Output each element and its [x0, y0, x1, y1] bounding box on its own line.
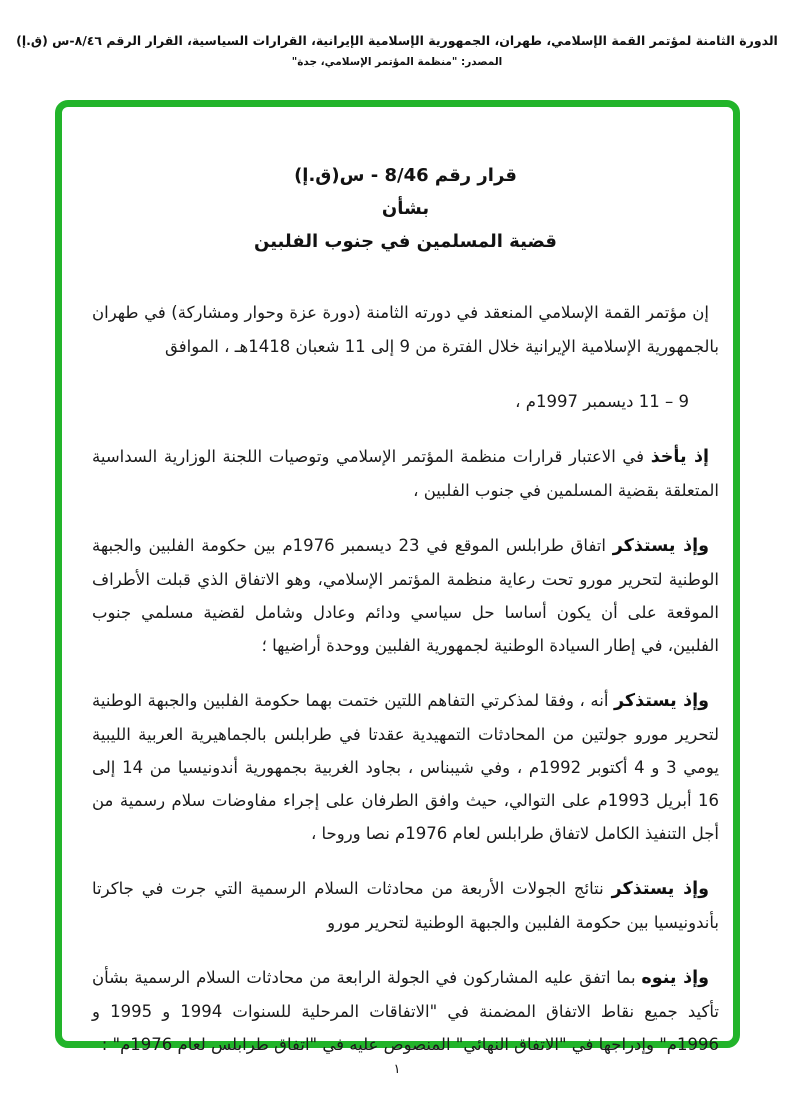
clause-paragraph: [92, 440, 719, 507]
paragraph-text: أنه ، وفقا لمذكرتي التفاهم اللتين ختمت بهما حكومة الفلبين والجبهة الوطنية لتحرير مورو جولتين من المحادثات التمهيدية عقدتا في طرابلس بالجماهيرية العربية الليبية يومي 3 و 4 أكتوبر 1992م ، وفي شيبناس ، بجاود الغربية بجمهورية أندونيسيا من 14 إلى 16 أبريل 1993م على التوالي، حيث وافق الطرفان على إجراء مفاوضات سلام رسمية من أجل التنفيذ الكامل لاتفاق طرابلس لعام 1976م نصا وروحا ،: [92, 691, 720, 843]
document-body: [62, 107, 733, 1054]
paragraph-text: بما اتفق عليه المشاركون في الجولة الرابعة من محادثات السلام الرسمية بشأن تأكيد جميع نقاط الاتفاق المضمنة في "الاتفاقات المرحلية للسنوات 1994 و 1995 و 1996م" وإدراجها في "الاتفاق النهائي" المنصوص عليه في "اتفاق طرابلس لعام 1976م" :: [92, 968, 719, 1054]
lead-phrase: وإذ ينوه: [641, 968, 709, 988]
clause-paragraph: [92, 872, 719, 939]
clause-paragraph: [92, 684, 719, 850]
page-number: ١: [393, 1062, 401, 1077]
lead-phrase: إذ يأخذ: [650, 447, 709, 467]
document-header: [0, 33, 794, 68]
title-resolution-number: قرار رقم 8/46 - س(ق.إ): [294, 165, 517, 186]
paragraph-text: إن مؤتمر القمة الإسلامي المنعقد في دورته الثامنة (دورة عزة وحوار ومشاركة) في طهران بالجمهورية الإسلامية الإيرانية خلال الفترة من 9 إلى 11 شعبان 1418هـ ، الموافق: [92, 303, 719, 356]
clause-paragraph: [92, 961, 719, 1061]
paragraph-text: اتفاق طرابلس الموقع في 23 ديسمبر 1976م بين حكومة الفلبين والجبهة الوطنية لتحرير مورو تحت رعاية منظمة المؤتمر الإسلامي، وهو الاتفاق الذي قبلت الأطراف الموقعة على أن يكون أساسا حل سياسي ودائم وعادل وشامل لقضية مسلمي جنوب الفلبين، في إطار السيادة الوطنية لجمهورية الفلبين ووحدة أراضيها ؛: [92, 536, 719, 655]
title-subject: قضية المسلمين في جنوب الفلبين: [254, 231, 557, 252]
lead-phrase: وإذ يستذكر: [611, 879, 709, 899]
lead-phrase: وإذ يستذكر: [614, 691, 709, 711]
title-regarding: بشأن: [381, 198, 430, 219]
clause-paragraph: [92, 529, 719, 662]
date-line: 9 – 11 ديسمبر 1997م ،: [515, 392, 689, 411]
lead-phrase: وإذ يستذكر: [612, 536, 709, 556]
header-citation: الدورة الثامنة لمؤتمر القمة الإسلامي، طهران، الجمهورية الإسلامية الإيرانية، القرارات السياسية، القرار الرقم ٨/٤٦-س (ق.إ): [16, 33, 778, 48]
green-highlight-border: [55, 100, 740, 1054]
paragraph-text: نتائج الجولات الأربعة من محادثات السلام الرسمية التي جرت في جاكرتا بأندونيسيا بين حكومة الفلبين والجبهة الوطنية لتحرير مورو: [92, 879, 719, 932]
resolution-title: [92, 159, 719, 258]
paragraph-text: في الاعتبار قرارات منظمة المؤتمر الإسلامي وتوصيات اللجنة الوزارية السداسية المتعلقة بقضية المسلمين في جنوب الفلبين ،: [92, 447, 719, 500]
header-source: المصدر: "منظمة المؤتمر الإسلامي، جدة": [291, 56, 503, 68]
preamble-paragraph: [92, 296, 719, 363]
